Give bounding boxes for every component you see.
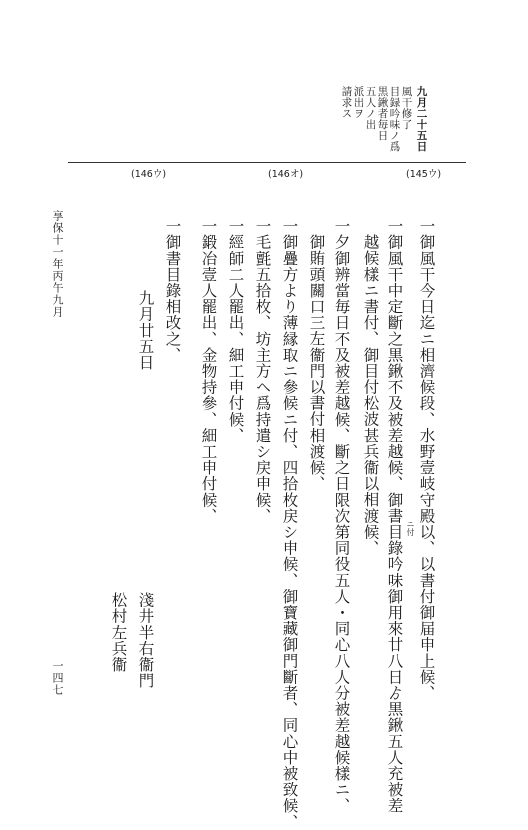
signature: 淺井半右衞門: [136, 592, 155, 689]
margin-note-line: 五人ノ出: [364, 86, 377, 130]
margin-note-line: 派出ヲ: [352, 86, 365, 119]
body-line: 一御風干今日迄ニ相濟候段、水野壹岐守殿以、以書付御届申上候、: [417, 218, 436, 701]
folio-mark: (146ウ): [131, 169, 167, 180]
margin-note-line: 黒鍬者毎日: [376, 86, 389, 141]
margin-note-line: 風干修了: [400, 86, 413, 130]
folio-mark: (145ウ): [406, 169, 442, 180]
margin-date: 九月二十五日: [415, 86, 428, 152]
side-header: 享保十一年丙午九月: [51, 210, 64, 318]
body-line: 越候樣ニ書付、御目付松波甚兵衞以相渡候、: [361, 234, 380, 556]
page-number: 一四七: [51, 660, 64, 696]
body-line: 一經師二人罷出、細工申付候、: [226, 218, 245, 444]
body-line: 一鍛冶壹人罷出、金物持參、細工申付候、: [199, 218, 218, 524]
body-line: 御賄頭關口三左衞門以書付相渡候、: [307, 234, 326, 492]
body-line: 一御風干中定斷之黒鍬不及被差越候、御書目錄吟味御用來廿八日ゟ黒鍬五人充被差: [385, 218, 404, 814]
date-line: 九月廿五日: [136, 290, 155, 371]
body-line: 一毛氈五拾枚、坊主方ヘ爲持遣シ戻申候、: [253, 218, 272, 524]
signature: 松村左兵衞: [109, 592, 128, 673]
body-line: 一御疊方より薄縁取ニ參候ニ付、四拾枚戻シ申候、御寶藏御門斷者、同心中被致候、: [280, 218, 299, 830]
interlinear-note: ニ付: [406, 520, 415, 536]
header-divider: [68, 162, 466, 163]
margin-note-line: 請求ス: [340, 86, 353, 119]
margin-note-line: 目録吟味ノ爲: [388, 86, 401, 152]
body-line: 一御書目錄相改之、: [163, 218, 182, 363]
folio-mark: (146オ): [268, 169, 304, 180]
body-line: 一夕御辨當毎日不及被差越候、斷之日限次第同役五人・同心八人分被差越候樣ニ、: [332, 218, 351, 814]
